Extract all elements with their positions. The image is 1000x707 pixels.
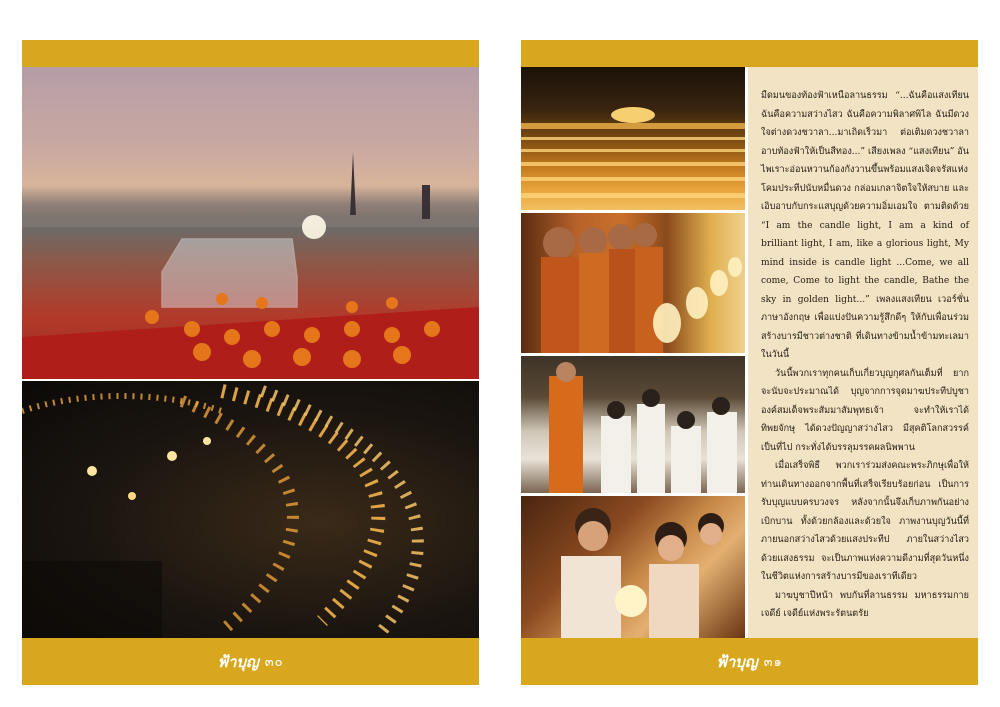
candle-procession-photo xyxy=(22,381,479,638)
devotees-photo xyxy=(521,356,745,493)
paragraph-3: เมื่อเสร็จพิธี พวกเราร่วมส่งคณะพระภิกษุเพื่อให้ท่านเดินทางออกจากพื้นที่เสร็จเรียบร้อยก่อน เป็นการรับบุญแบบครบวงจร หลังจากนั้นจึงเก็บภาพกันอย่างเบิกบาน ทั้งด้วยกล้องและด้วยใจ ภาพงานบุญวันนี้ที่ภายนอกสว่างไสวด้วยแสงประทีป ภายในสว่างไสวด้วยแสงธรรม จะเป็นภาพแห่งความดีงามที่สุดวันหนึ่งในชีวิตแห่งการสร้างบารมีของเราทีเดียว xyxy=(761,461,969,582)
footer-logo-text: ฟ้าบุญ xyxy=(217,652,259,671)
left-footer xyxy=(22,638,479,685)
fa-boon-logo xyxy=(716,650,757,674)
paragraph-2: วันนี้พวกเราทุกคนเก็บเกี่ยวบุญกุศลกันเต็มที่ ยากจะนับจะประมาณได้ บุญจากการจุดมาฆประทีปบูชาองค์สมเด็จพระสัมมาสัมพุทธเจ้า จะทำให้เราได้ทิพยจักษุ ได้ดวงปัญญาสว่างไสว มีสุคติโลกสวรรค์เป็นที่ไป กระทั่งได้บรรลุมรรคผลนิพพาน xyxy=(761,368,969,453)
right-footer xyxy=(521,638,978,685)
fa-boon-logo xyxy=(217,650,258,674)
top-gold-band xyxy=(521,40,978,67)
left-page xyxy=(22,40,479,685)
page-number: ๓๐ xyxy=(264,655,284,670)
monks-lighting-candles-photo xyxy=(521,213,745,353)
footer-logo-text: ฟ้าบุญ xyxy=(716,652,758,671)
family-candle-photo xyxy=(521,496,745,638)
page-number: ๓๑ xyxy=(763,655,783,670)
article-body xyxy=(761,87,969,624)
candle-field-photo xyxy=(521,67,745,210)
right-page xyxy=(521,40,978,685)
paragraph-1: มืดมนของท้องฟ้าเหนือลานธรรม “...ฉันคือแสงเทียน ฉันคือความสว่างไสว ฉันคือความพิลาศพิไล ฉันมีดวงใจต่างดวงชวาลา...มาเถิดเร็วมา ต่อเติมดวงชวาลา อาบท้องฟ้าให้เป็นสีทอง...” เสียงเพลง “แสงเทียน” อันไพเราะอ่อนหวานก้องกังวานขึ้นพร้อมแสงเจิดจรัสแห่งโคมประทีปนับหมื่นดวง กล่อมเกลาจิตใจให้สบาย และเอิบอาบกับกระแสบุญด้วยความอิ่มเอมใจ ตามติดด้วย “I am the candle light, I am a kind of brilliant light, I am, like a glorious light, My mind inside is candle light ...Come, we all come, Come to light the candle, Bathe the sky in golden light...” เพลงแสงเทียน เวอร์ชั่นภาษาอังกฤษ เพื่อแบ่งปันความรู้สึกดีๆ ให้กับเพื่อนร่วมสร้างบารมีชาวต่างชาติ ที่เดินทางข้ามน้ำข้ามทะเลมาในวันนี้ xyxy=(761,91,969,360)
ceremony-photo xyxy=(22,67,479,379)
top-gold-band xyxy=(22,40,479,67)
paragraph-4: มาฆบูชาปีหน้า พบกันที่ลานธรรม มหาธรรมกายเจดีย์ เจดีย์แห่งพระรัตนตรัย xyxy=(761,590,969,619)
